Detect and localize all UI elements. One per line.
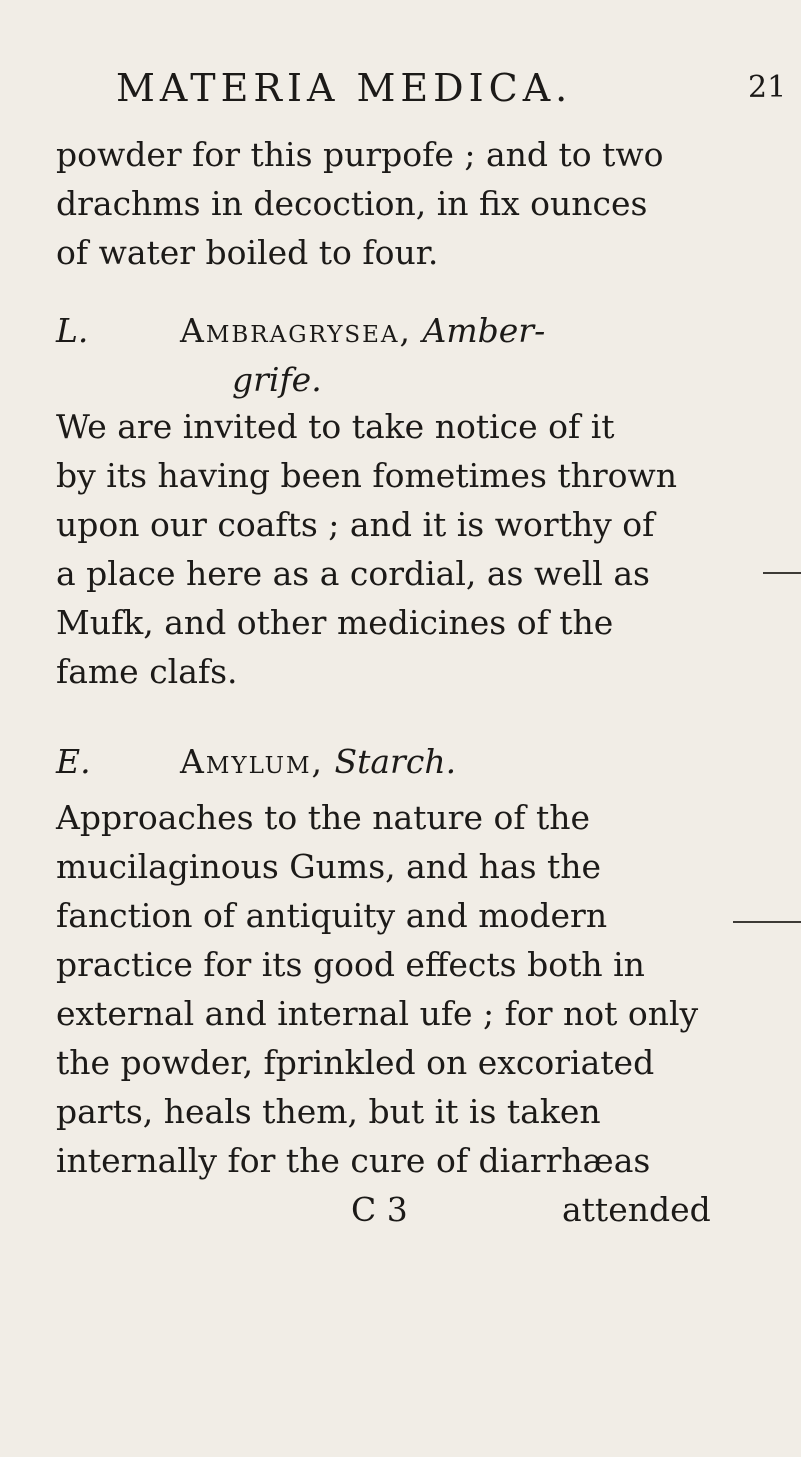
margin-rule [733,921,801,923]
margin-rule [763,572,801,574]
text-line: mucilaginous Gums, and has the [56,847,602,886]
text-line: a place here as a cordial, as well as [56,554,650,593]
text-line: internally for the cure of diarrhæas [56,1141,651,1180]
page-number: 21 [748,70,787,105]
text-line: We are invited to take notice of it [56,407,615,446]
text-line: powder for this purpofe ; and to two [56,135,664,174]
text-line: fame clafs. [56,652,238,691]
entry-heading-ambragrysea [56,311,756,351]
running-head: MATERIA MEDICA. [116,66,573,110]
text-line: external and internal ufe ; for not only [56,994,699,1033]
catchword: attended [562,1190,711,1229]
text-line: fanction of antiquity and modern [56,896,608,935]
text-line: the powder, fprinkled on excoriated [56,1043,655,1082]
text-line: by its having been fometimes thrown [56,456,678,495]
signature-mark: C 3 [351,1190,408,1229]
text-line: Mufk, and other medicines of the [56,603,614,642]
entry-heading-amylum [56,742,756,782]
latin-name: Amylum, [180,742,325,781]
text-line: drachms in decoction, in fix ounces [56,184,648,223]
pharmacopoeia-letter: E. [56,742,91,781]
text-line: practice for its good effects both in [56,945,645,984]
text-line: upon our coafts ; and it is worthy of [56,505,655,544]
latin-name: Ambragrysea, [180,311,413,350]
english-name-continued: grife. [232,360,322,399]
english-name: Starch. [334,742,457,781]
text-line: parts, heals them, but it is taken [56,1092,601,1131]
text-line: Approaches to the nature of the [56,798,591,837]
english-name: Amber- [422,311,546,350]
pharmacopoeia-letter: L. [56,311,89,350]
text-line: of water boiled to four. [56,233,439,272]
